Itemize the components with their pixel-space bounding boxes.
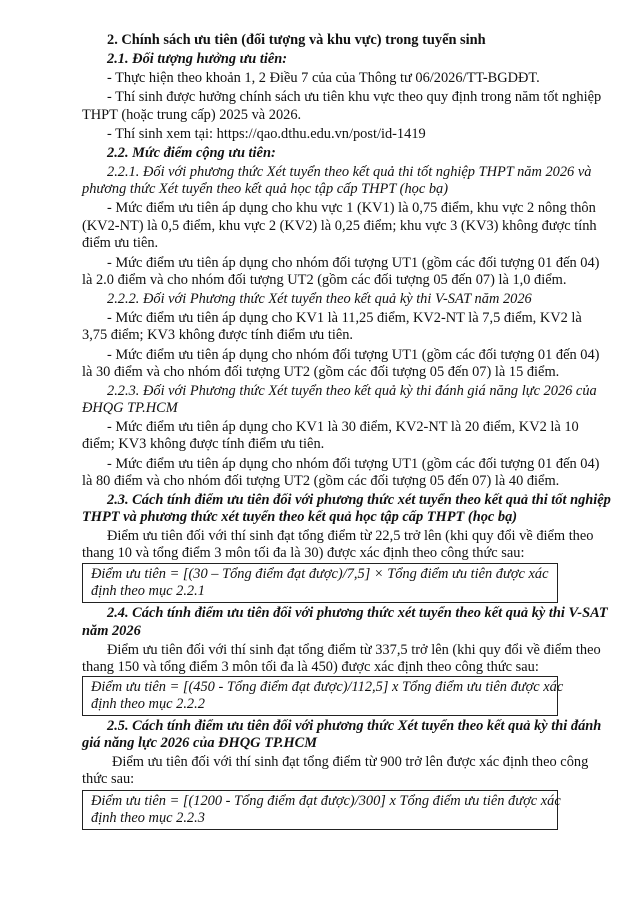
formula-box-2-4	[82, 676, 564, 716]
paragraph-line: là 80 điểm và cho nhóm đối tượng UT2 (gồm các đối tượng 05 đến 07) là 40 điểm.	[82, 473, 560, 490]
subsection-heading-2-2-3-cont: ĐHQG TP.HCM	[82, 399, 178, 416]
formula-line: định theo mục 2.2.1	[91, 583, 205, 600]
subsection-heading-2-3: 2.3. Cách tính điểm ưu tiên đối với phương thức xét tuyển theo kết quả thi tốt nghiệp	[107, 491, 611, 508]
formula-box-2-5	[82, 790, 561, 830]
formula-line: Điểm ưu tiên = [(30 – Tổng điểm đạt được)/7,5] × Tổng điểm ưu tiên được xác	[91, 566, 549, 583]
paragraph-line: điểm; KV3 không được tính điểm ưu tiên.	[82, 436, 325, 453]
paragraph-line: - Mức điểm ưu tiên áp dụng cho KV1 là 30 điểm, KV2-NT là 20 điểm, KV2 là 10	[107, 418, 579, 435]
subsection-heading-2-2-3: 2.2.3. Đối với Phương thức Xét tuyển theo kết quả kỳ thi đánh giá năng lực 2026 của	[107, 382, 597, 399]
subsection-heading-2-1: 2.1. Đối tượng hưởng ưu tiên:	[107, 50, 288, 67]
paragraph-line: - Mức điểm ưu tiên áp dụng cho nhóm đối tượng UT1 (gồm các đối tượng 01 đến 04)	[107, 346, 600, 363]
subsection-heading-2-3-cont: THPT và phương thức xét tuyển theo kết quả học tập cấp THPT (học bạ)	[82, 509, 518, 526]
paragraph-line: - Thực hiện theo khoản 1, 2 Điều 7 của của Thông tư 06/2026/TT-BGDĐT.	[107, 69, 540, 86]
paragraph-line: THPT (hoặc trung cấp) 2025 và 2026.	[82, 106, 302, 123]
paragraph-line: - Mức điểm ưu tiên áp dụng cho nhóm đối tượng UT1 (gồm các đối tượng 01 đến 04)	[107, 254, 600, 271]
paragraph-line: - Thí sinh được hưởng chính sách ưu tiên khu vực theo quy định trong năm tốt nghiệp	[107, 89, 602, 106]
paragraph-line: (KV2-NT) là 0,5 điểm, khu vực 2 (KV2) là 0,25 điểm; khu vực 3 (KV3) không được tính	[82, 217, 597, 234]
formula-line: định theo mục 2.2.3	[91, 810, 205, 827]
paragraph-line: thang 10 và tổng điểm 3 môn tối đa là 30) được xác định theo công thức sau:	[82, 545, 525, 562]
subsection-heading-2-2-2: 2.2.2. Đối với Phương thức Xét tuyển theo kết quả kỳ thi V-SAT năm 2026	[107, 290, 532, 307]
subsection-heading-2-2-1: 2.2.1. Đối với phương thức Xét tuyển theo kết quả thi tốt nghiệp THPT năm 2026 và	[107, 164, 592, 181]
paragraph-line: - Mức điểm ưu tiên áp dụng cho khu vực 1 (KV1) là 0,75 điểm, khu vực 2 nông thôn	[107, 200, 596, 217]
section-heading: 2. Chính sách ưu tiên (đối tượng và khu vực) trong tuyển sinh	[107, 31, 486, 48]
formula-line: Điểm ưu tiên = [(450 - Tổng điểm đạt được)/112,5] x Tổng điểm ưu tiên được xác	[91, 678, 564, 695]
paragraph-line: Điểm ưu tiên đối với thí sinh đạt tổng điểm từ 900 trở lên được xác định theo công	[112, 754, 589, 771]
paragraph-line: thức sau:	[82, 771, 135, 788]
paragraph-line: Điểm ưu tiên đối với thí sinh đạt tổng điểm từ 22,5 trở lên (khi quy đổi về điểm theo	[107, 528, 594, 545]
subsection-heading-2-2-1-cont: phương thức Xét tuyển theo kết quả học tập cấp THPT (học bạ)	[82, 181, 449, 198]
paragraph-line: - Mức điểm ưu tiên áp dụng cho nhóm đối tượng UT1 (gồm các đối tượng 01 đến 04)	[107, 455, 600, 472]
formula-line: Điểm ưu tiên = [(1200 - Tổng điểm đạt được)/300] x Tổng điểm ưu tiên được xác	[91, 793, 561, 810]
paragraph-line: điểm ưu tiên.	[82, 234, 159, 251]
paragraph-line: là 2.0 điểm và cho nhóm đối tượng UT2 (gồm các đối tượng 05 đến 07) là 1,0 điểm.	[82, 271, 567, 288]
paragraph-line: Điểm ưu tiên đối với thí sinh đạt tổng điểm từ 337,5 trở lên (khi quy đổi về điểm theo	[107, 641, 601, 658]
paragraph-line: - Mức điểm ưu tiên áp dụng cho KV1 là 11,25 điểm, KV2-NT là 7,5 điểm, KV2 là	[107, 309, 582, 326]
paragraph-line: thang 150 và tổng điểm 3 môn tối đa là 450) được xác định theo công thức sau:	[82, 658, 539, 675]
formula-box-2-3	[82, 563, 558, 603]
subsection-heading-2-5-cont: giá năng lực 2026 của ĐHQG TP.HCM	[82, 735, 318, 752]
subsection-heading-2-4: 2.4. Cách tính điểm ưu tiên đối với phương thức xét tuyển theo kết quả kỳ thi V-SAT	[107, 605, 608, 622]
paragraph-line: 3,75 điểm; KV3 không được tính điểm ưu tiên.	[82, 326, 354, 343]
subsection-heading-2-4-cont: năm 2026	[82, 622, 141, 639]
formula-line: định theo mục 2.2.2	[91, 695, 205, 712]
subsection-heading-2-5: 2.5. Cách tính điểm ưu tiên đối với phương thức Xét tuyển theo kết quả kỳ thi đánh	[107, 718, 602, 735]
paragraph-line: - Thí sinh xem tại: https://qao.dthu.edu.vn/post/id-1419	[107, 126, 426, 143]
subsection-heading-2-2: 2.2. Mức điểm cộng ưu tiên:	[107, 145, 276, 162]
paragraph-line: là 30 điểm và cho nhóm đối tượng UT2 (gồm các đối tượng 05 đến 07) là 15 điểm.	[82, 363, 560, 380]
